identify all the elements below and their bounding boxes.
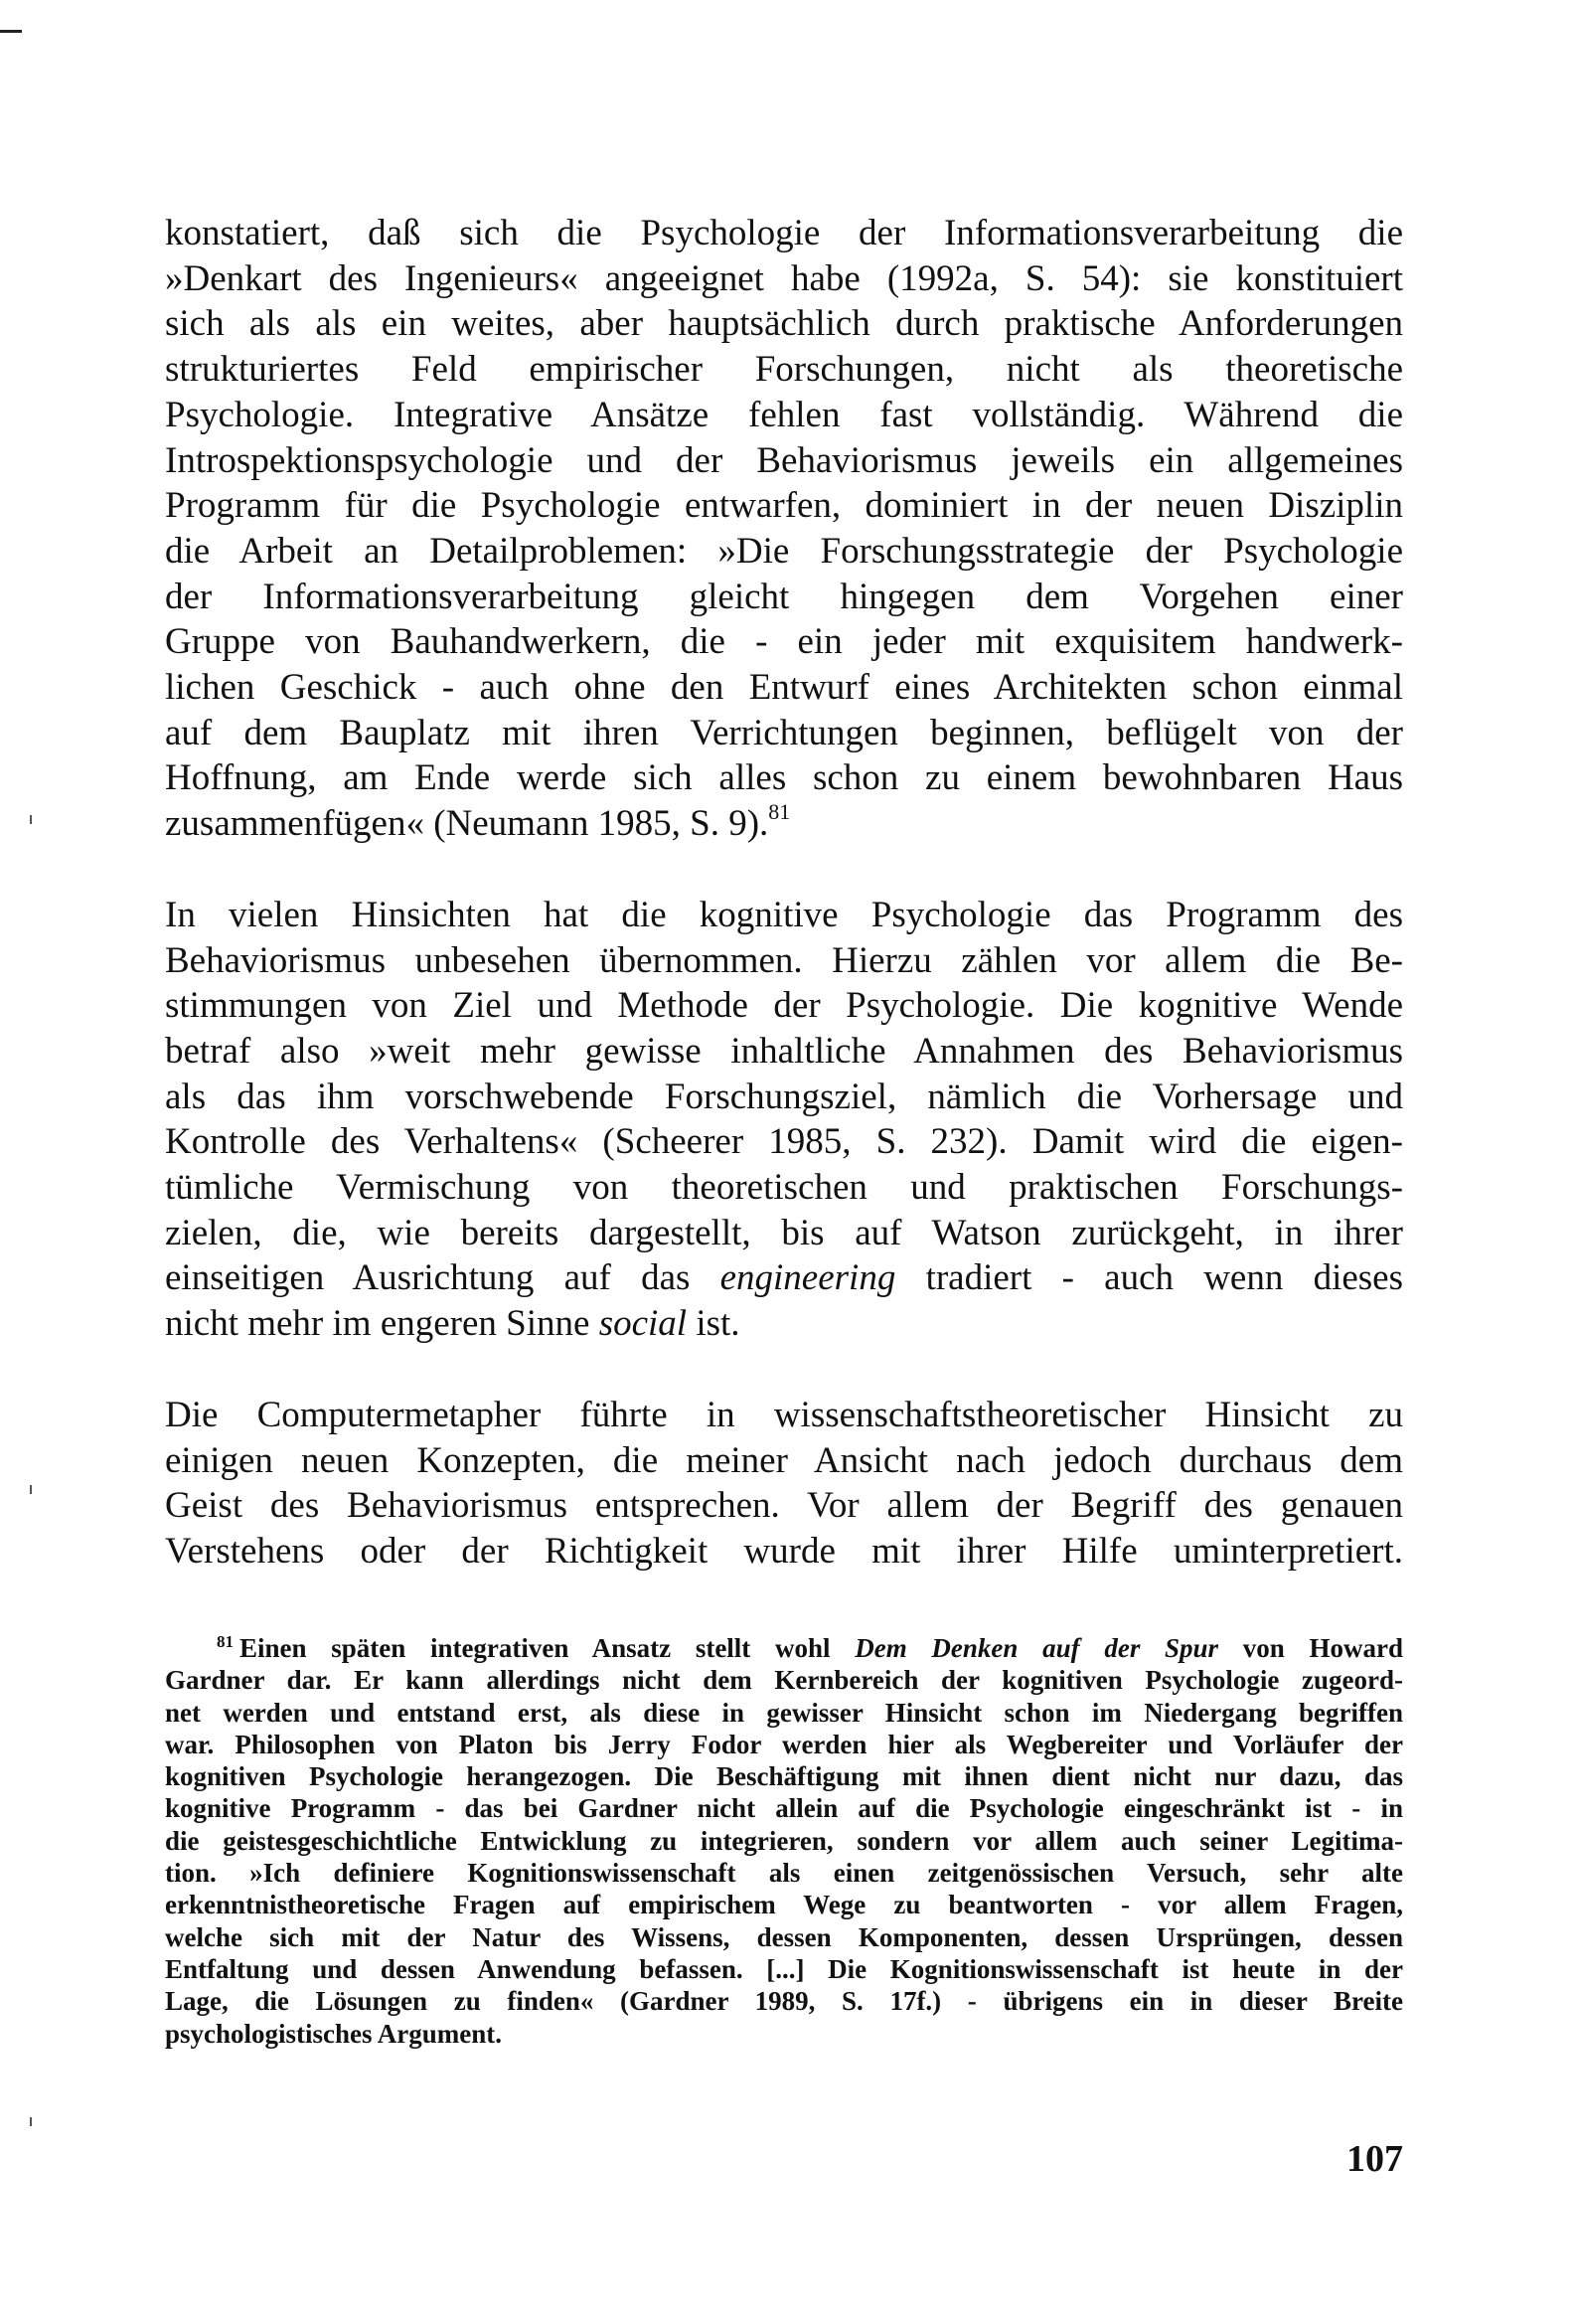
text-line: sich als als ein weites, aber hauptsächlich durch praktische Anforderungen — [165, 303, 1403, 345]
text-line-content: zusammenfügen« (Neumann 1985, S. 9). — [165, 803, 769, 845]
text-line: stimmungen von Ziel und Methode der Psychologie. Die kognitive Wende — [165, 985, 1403, 1027]
footnote-line-first — [165, 1632, 1403, 1664]
text-line: Kontrolle des Verhaltens« (Scheerer 1985, S. 232). Damit wird die eigen- — [165, 1121, 1403, 1163]
text-line-last — [165, 1301, 1403, 1347]
text-line: einigen neuen Konzepten, die meiner Ansicht nach jedoch durchaus dem — [165, 1439, 1403, 1481]
text-line: »Denkart des Ingenieurs« angeeignet habe (1992a, S. 54): sie konstituiert — [165, 257, 1403, 299]
footnote-line: tion. »Ich definiere Kognitionswissenschaft als einen zeitgenössischen Versuch, sehr alte — [165, 1858, 1403, 1889]
text-line: betraf also »weit mehr gewisse inhaltliche Annahmen des Behaviorismus — [165, 1030, 1403, 1072]
text-line: strukturiertes Feld empirischer Forschungen, nicht als theoretische — [165, 349, 1403, 391]
paragraph-1 — [165, 211, 1403, 847]
footnote-line: welche sich mit der Natur des Wissens, dessen Komponenten, dessen Ursprüngen, dessen — [165, 1921, 1403, 1952]
footnote-line: erkenntnistheoretische Fragen auf empirischem Wege zu beantworten - vor allem Fragen, — [165, 1890, 1403, 1920]
footnote-line: war. Philosophen von Platon bis Jerry Fodor werden hier als Wegbereiter und Vorläufer der — [165, 1729, 1403, 1759]
scan-corner-mark — [0, 30, 22, 33]
footnote-number: 81 — [217, 1632, 234, 1651]
text-line: als das ihm vorschwebende Forschungsziel, nämlich die Vorhersage und — [165, 1076, 1403, 1117]
text-line: Introspektionspsychologie und der Behaviorismus jeweils ein allgemeines — [165, 439, 1403, 481]
text-line: tümliche Vermischung von theoretischen und praktischen Forschungs- — [165, 1167, 1403, 1209]
text-line-last — [165, 801, 1403, 847]
text-line: der Informationsverarbeitung gleicht hingegen dem Vorgehen einer — [165, 576, 1403, 617]
margin-tick — [30, 1485, 32, 1494]
text-segment: ist. — [696, 1303, 740, 1345]
footnote-line-last: psychologistisches Argument. — [165, 2018, 503, 2049]
margin-tick — [30, 815, 32, 824]
margin-tick — [30, 2117, 32, 2126]
footnote-line: Gardner dar. Er kann allerdings nicht dem Kernbereich der kognitiven Psychologie zugeord- — [165, 1665, 1403, 1696]
text-line: Hoffnung, am Ende werde sich alles schon zu einem bewohnbaren Haus — [165, 757, 1403, 799]
text-line: auf dem Bauplatz mit ihren Verrichtungen beginnen, beflügelt von der — [165, 712, 1403, 753]
text-line: die Arbeit an Detailproblemen: »Die Forschungsstrategie der Psychologie — [165, 530, 1403, 572]
text-line: Psychologie. Integrative Ansätze fehlen fast vollständig. Während die — [165, 394, 1403, 435]
page-number: 107 — [1346, 2138, 1403, 2180]
text-segment: Einen späten integrativen Ansatz stellt wohl — [239, 1633, 831, 1663]
emphasis-engineering: engineering — [719, 1257, 896, 1299]
text-line: In vielen Hinsichten hat die kognitive Psychologie das Programm des — [165, 894, 1403, 935]
footnote-line: net werden und entstand erst, als diese in gewisser Hinsicht schon im Niedergang begriffen — [165, 1697, 1403, 1728]
text-segment: von Howard — [1242, 1633, 1403, 1663]
footnote-line: die geistesgeschichtliche Entwicklung zu integrieren, sondern vor allem auch seiner Legitima- — [165, 1825, 1403, 1856]
emphasis-book-title: Dem Denken auf der Spur — [855, 1633, 1219, 1663]
text-line: Gruppe von Bauhandwerkern, die - ein jeder mit exquisitem handwerk- — [165, 621, 1403, 663]
text-line: lichen Geschick - auch ohne den Entwurf eines Architekten schon einmal — [165, 667, 1403, 709]
text-line: Programm für die Psychologie entwarfen, dominiert in der neuen Disziplin — [165, 485, 1403, 527]
text-segment: tradiert - auch wenn dieses — [925, 1257, 1403, 1299]
text-line-engineering — [165, 1255, 1403, 1301]
body-text — [165, 211, 1403, 1575]
footnote-reference: 81 — [768, 799, 791, 825]
footnote-line: Entfaltung und dessen Anwendung befassen. [...] Die Kognitionswissenschaft ist heute in der — [165, 1953, 1403, 1984]
paragraph-2 — [165, 893, 1403, 1347]
paragraph-3 — [165, 1393, 1403, 1575]
footnote-line: kognitiven Psychologie herangezogen. Die Beschäftigung mit ihnen dient nicht nur dazu, das — [165, 1761, 1403, 1792]
text-segment: nicht mehr im engeren Sinne — [165, 1303, 590, 1345]
text-line: Behaviorismus unbesehen übernommen. Hierzu zählen vor allem die Be- — [165, 939, 1403, 981]
footnote-81 — [165, 1632, 1403, 2050]
text-line: Geist des Behaviorismus entsprechen. Vor allem der Begriff des genauen — [165, 1485, 1403, 1527]
text-segment: einseitigen Ausrichtung auf das — [165, 1257, 691, 1299]
text-line: zielen, die, wie bereits dargestellt, bis auf Watson zurückgeht, in ihrer — [165, 1212, 1403, 1253]
text-line: Die Computermetapher führte in wissenschaftstheoretischer Hinsicht zu — [165, 1394, 1403, 1435]
footnote-line: Lage, die Lösungen zu finden« (Gardner 1989, S. 17f.) - übrigens ein in dieser Breite — [165, 1986, 1403, 2017]
emphasis-social: social — [598, 1303, 688, 1345]
text-line: konstatiert, daß sich die Psychologie der Informationsverarbeitung die — [165, 213, 1403, 253]
text-line: Verstehens oder der Richtigkeit wurde mit ihrer Hilfe uminterpretiert. — [165, 1530, 1403, 1572]
footnote-line: kognitive Programm - das bei Gardner nicht allein auf die Psychologie eingeschränkt ist - in — [165, 1793, 1403, 1824]
